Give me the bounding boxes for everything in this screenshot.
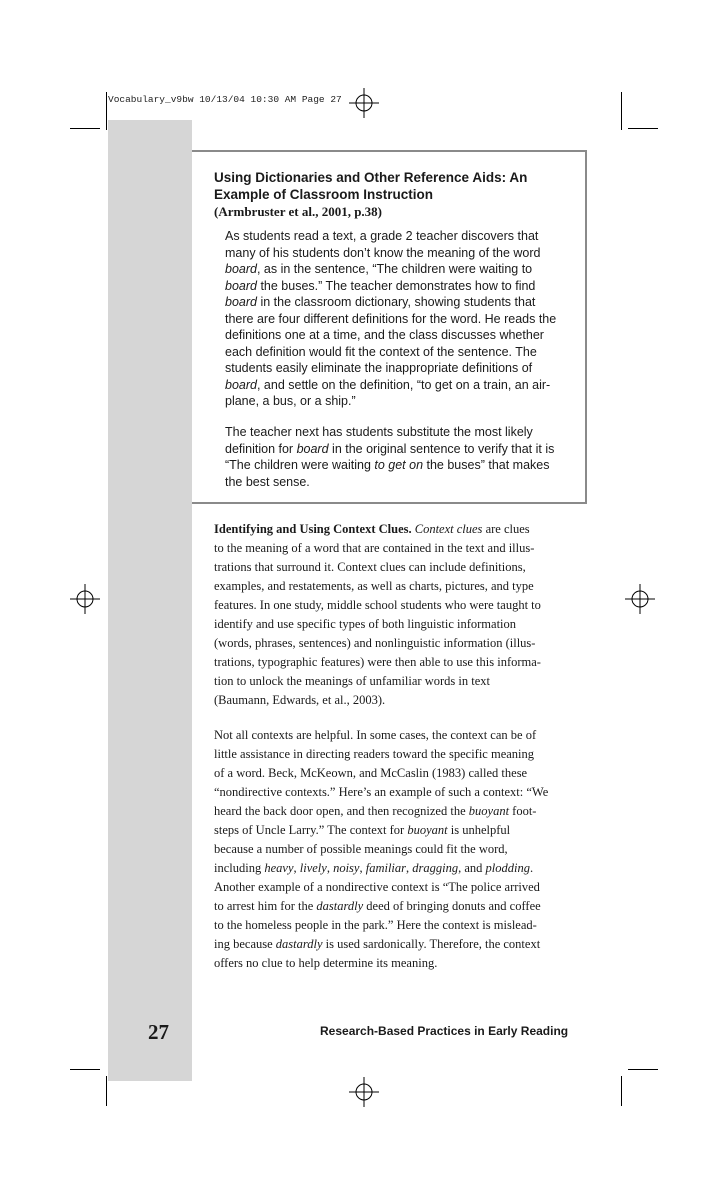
text-line: heard the back door open, and then recognized the buoyant foot- bbox=[214, 804, 537, 818]
text-line: As students read a text, a grade 2 teacher discovers that bbox=[225, 229, 539, 243]
crop-mark bbox=[106, 1076, 107, 1106]
text-line: offers no clue to help determine its meaning. bbox=[214, 956, 438, 970]
emphasis-word: board bbox=[225, 278, 257, 293]
text-line: features. In one study, middle school students who were taught to bbox=[214, 598, 541, 612]
text-line: because a number of possible meanings could fit the word, bbox=[214, 842, 508, 856]
nondirective-contexts-paragraph bbox=[214, 726, 574, 973]
text-line: students easily eliminate the inappropriate definitions of bbox=[225, 361, 533, 375]
text-line: to the homeless people in the park.” Here the context is mislead- bbox=[214, 918, 537, 932]
page-number: 27 bbox=[148, 1020, 169, 1044]
emphasis-word: familiar bbox=[365, 861, 407, 875]
text-line: “nondirective contexts.” Here’s an example of such a context: “We bbox=[214, 785, 549, 799]
text-line: Not all contexts are helpful. In some cases, the context can be of bbox=[214, 728, 537, 742]
box-paragraph-1 bbox=[225, 228, 580, 410]
printer-slug: Vocabulary_v9bw 10/13/04 10:30 AM Page 27 bbox=[108, 94, 342, 105]
registration-mark-icon bbox=[349, 1077, 379, 1107]
text-line: Another example of a nondirective context is “The police arrived bbox=[214, 880, 540, 894]
text-line: there are four different definitions for the word. He reads the bbox=[225, 311, 557, 326]
box-citation: (Armbruster et al., 2001, p.38) bbox=[214, 204, 383, 219]
text-line: including heavy, lively, noisy, familiar, dragging, and plodding. bbox=[214, 861, 534, 875]
text-line: little assistance in directing readers toward the specific meaning bbox=[214, 747, 535, 761]
text-line: examples, and restatements, as well as charts, pictures, and type bbox=[214, 579, 534, 593]
emphasis-word: buoyant bbox=[407, 823, 448, 837]
section-heading: Identifying and Using Context Clues. bbox=[214, 522, 412, 536]
text-line: board the buses.” The teacher demonstrates how to find bbox=[225, 278, 536, 293]
emphasis-word: board bbox=[225, 377, 257, 392]
emphasis-word: plodding bbox=[485, 861, 530, 875]
emphasis-word: Context clues bbox=[414, 522, 483, 536]
text-line: the best sense. bbox=[225, 474, 310, 489]
crop-mark bbox=[621, 1076, 622, 1106]
text-line: definitions one at a time, and the class discusses whether bbox=[225, 328, 544, 342]
crop-mark bbox=[106, 92, 107, 130]
text-line: of a word. Beck, McKeown, and McCaslin (1983) called these bbox=[214, 766, 528, 780]
text-line: definition for board in the original sentence to verify that it is bbox=[225, 441, 555, 456]
text-line: (words, phrases, sentences) and nonlinguistic information (illus- bbox=[214, 636, 536, 650]
text-line: board, and settle on the definition, “to get on a train, an air- bbox=[225, 377, 551, 392]
crop-mark bbox=[628, 128, 658, 129]
running-footer-title: Research-Based Practices in Early Reading bbox=[320, 1024, 569, 1038]
text-line: trations that surround it. Context clues can include definitions, bbox=[214, 560, 526, 574]
emphasis-word: dragging bbox=[412, 861, 459, 875]
box-paragraph-2 bbox=[225, 424, 580, 490]
text-line: to arrest him for the dastardly deed of bringing donuts and coffee bbox=[214, 899, 541, 913]
box-title: Using Dictionaries and Other Reference Aids: An Example of Classroom Instruction bbox=[214, 170, 528, 202]
text-line: many of his students don’t know the meaning of the word bbox=[225, 245, 541, 260]
text-line: “The children were waiting to get on the buses” that makes bbox=[225, 458, 550, 472]
text-line: identify and use specific types of both linguistic information bbox=[214, 617, 517, 631]
emphasis-word: board bbox=[225, 262, 257, 276]
text-line: board in the classroom dictionary, showing students that bbox=[225, 295, 536, 309]
text-line: trations, typographic features) were then able to use this informa- bbox=[214, 655, 541, 669]
text-line: ing because dastardly is used sardonically. Therefore, the context bbox=[214, 937, 541, 951]
crop-mark bbox=[70, 1069, 100, 1070]
text-line: steps of Uncle Larry.” The context for buoyant is unhelpful bbox=[214, 823, 511, 837]
text-line: tion to unlock the meanings of unfamiliar words in text bbox=[214, 674, 490, 688]
text-line: (Baumann, Edwards, et al., 2003). bbox=[214, 693, 386, 707]
emphasis-word: dastardly bbox=[316, 899, 364, 913]
registration-mark-icon bbox=[625, 584, 655, 614]
emphasis-word: board bbox=[296, 441, 329, 456]
crop-mark bbox=[621, 92, 622, 130]
text-line: board, as in the sentence, “The children were waiting to bbox=[225, 262, 533, 276]
emphasis-word: board bbox=[225, 295, 257, 309]
registration-mark-icon bbox=[70, 584, 100, 614]
crop-mark bbox=[70, 128, 100, 129]
emphasis-word: lively bbox=[299, 861, 327, 875]
context-clues-paragraph bbox=[214, 520, 574, 710]
text-line: to the meaning of a word that are contained in the text and illus- bbox=[214, 541, 535, 555]
emphasis-word: heavy bbox=[264, 861, 294, 875]
text-line: each definition would fit the context of the sentence. The bbox=[225, 344, 537, 359]
emphasis-word: to get on bbox=[374, 458, 424, 472]
emphasis-word: buoyant bbox=[468, 804, 510, 818]
page-sidebar bbox=[108, 120, 192, 1081]
text-line: The teacher next has students substitute the most likely bbox=[225, 425, 533, 439]
crop-mark bbox=[628, 1069, 658, 1070]
text-line: Identifying and Using Context Clues. Context clues are clues bbox=[214, 522, 530, 536]
emphasis-word: dastardly bbox=[275, 937, 323, 951]
emphasis-word: noisy bbox=[333, 861, 360, 875]
registration-mark-icon bbox=[349, 88, 379, 118]
text-line: plane, a bus, or a ship.” bbox=[225, 394, 356, 408]
